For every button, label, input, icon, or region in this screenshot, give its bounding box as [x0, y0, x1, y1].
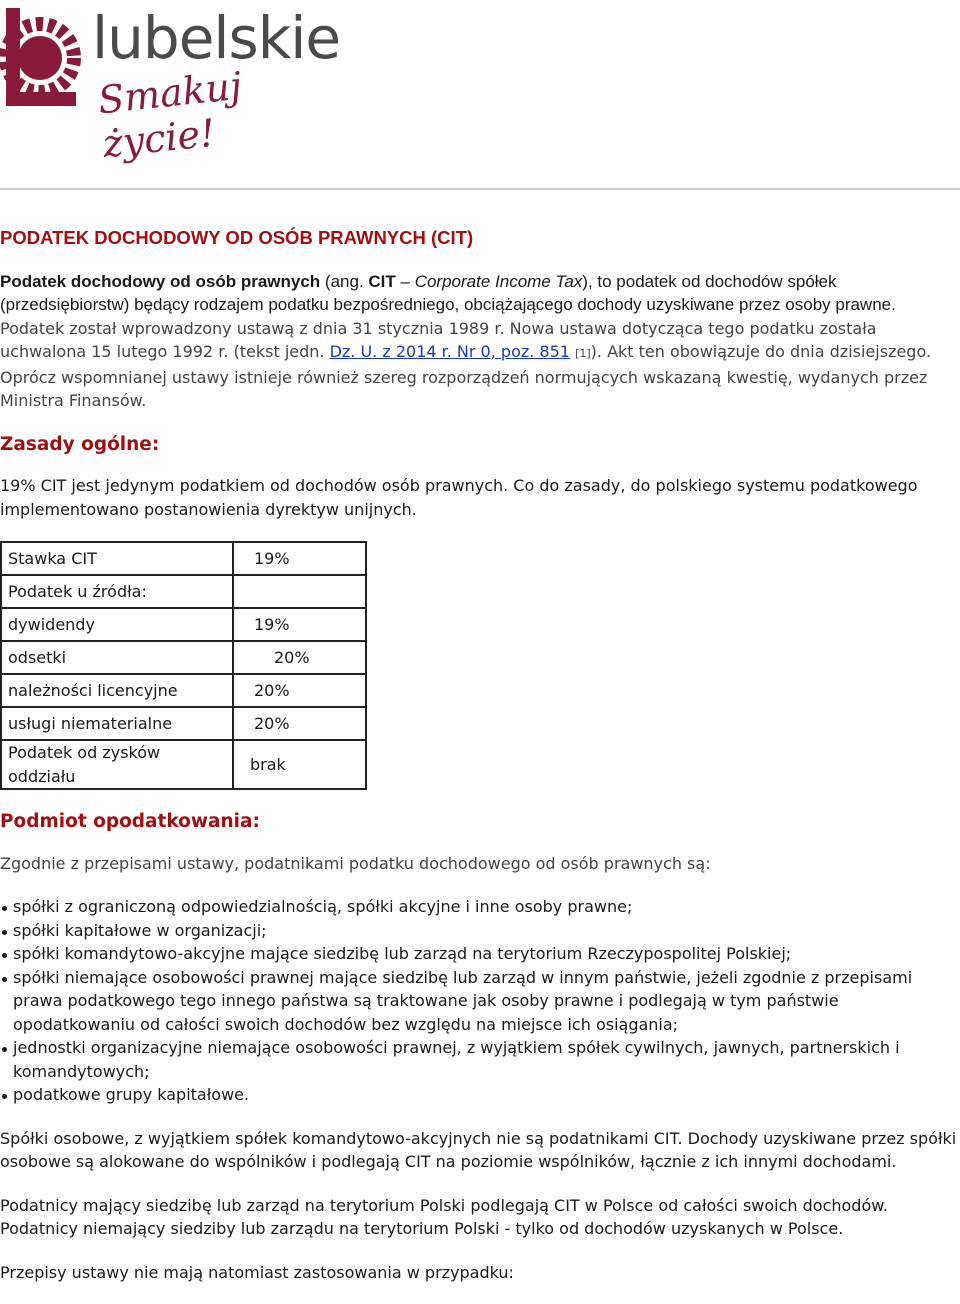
list-item: podatkowe grupy kapitałowe.	[13, 1083, 958, 1107]
intro-text-1: (ang.	[320, 271, 369, 291]
tax-rates-table	[0, 541, 367, 790]
table-row	[1, 542, 366, 575]
page-title: PODATEK DOCHODOWY OD OSÓB PRAWNYCH (CIT)	[0, 227, 474, 248]
rate-value-cell: 20%	[233, 641, 366, 674]
table-row	[1, 575, 366, 608]
intro-history: Podatek został wprowadzony ustawą z dnia 31 stycznia 1989 r. Nowa ustawa dotycząca tego podatku została uchwalona 15 lutego 1992 r. (tekst jedn.	[0, 318, 877, 361]
intro-history-end: ). Akt ten obowiązuje do dnia dzisiejszego. Oprócz wspomnianej ustawy istnieje również szereg rozporządzeń normujących wskazaną kwestię, wydanych przez Ministra Finansów.	[0, 342, 932, 410]
intro-text-2: –	[395, 271, 415, 291]
rate-label-cell: Stawka CIT	[1, 542, 233, 575]
intro-abbrev: CIT	[368, 271, 396, 291]
list-item: spółki niemające osobowości prawnej mające siedzibę lub zarząd w innym państwie, jeżeli zgodnie z przepisami prawa podatkowego tego innego państwa są traktowane jak osoby prawne i podlegają w tym państwie opodatkowaniu od całości swoich dochodów bez względu na miejsce ich osiągania;	[13, 966, 958, 1037]
list-item: spółki komandytowo-akcyjne mające siedzibę lub zarząd na terytorium Rzeczypospolitej Polskiej;	[13, 942, 958, 966]
partnerships-paragraph: Spółki osobowe, z wyjątkiem spółek komandytowo-akcyjnych nie są podatnikami CIT. Dochody uzyskiwane przez spółki osobowe są alokowane do wspólników i podlegają CIT na poziomie wspólników, łącznie z ich innymi dochodami.	[0, 1128, 957, 1171]
logo-wordmark: lubelskie	[92, 4, 341, 72]
rate-label-cell: odsetki	[1, 641, 233, 674]
taxpayers-intro: Zgodnie z przepisami ustawy, podatnikami podatku dochodowego od osób prawnych są:	[0, 853, 711, 873]
rate-value-cell: brak	[233, 740, 366, 789]
header-divider	[0, 188, 960, 190]
intro-english-term: Corporate Income Tax	[414, 271, 583, 291]
intro-text-3: ), to podatek od dochodów spółek (przedsiębiorstw) będący rodzajem podatku bezpośredniego, obciążającego dochody uzyskiwane przez osoby prawne.	[0, 271, 896, 314]
general-rules-paragraph: 19% CIT jest jedynym podatkiem od dochodów osób prawnych. Co do zasady, do polskiego systemu podatkowego implementowano postanowienia dyrektyw unijnych.	[0, 476, 918, 519]
taxpayer-list	[0, 895, 958, 1107]
table-row	[1, 740, 366, 789]
rate-label-cell: Podatek od zysków oddziału	[1, 740, 233, 789]
table-row	[1, 608, 366, 641]
cog-emblem-icon	[0, 0, 92, 120]
rate-label-cell: usługi niematerialne	[1, 707, 233, 740]
rate-label-cell: Podatek u źródła:	[1, 575, 233, 608]
rate-value-cell: 19%	[233, 608, 366, 641]
rate-value-cell	[233, 575, 366, 608]
list-item: jednostki organizacyjne niemające osobowości prawnej, z wyjątkiem spółek cywilnych, jawnych, partnerskich i komandytowych;	[13, 1036, 958, 1083]
footnote-ref[interactable]: [1]	[575, 347, 591, 360]
site-logo[interactable]	[0, 0, 341, 167]
table-row	[1, 641, 366, 674]
rate-label-cell: dywidendy	[1, 608, 233, 641]
logo-slogan: Smakuj życie!	[95, 63, 244, 167]
rate-value-cell: 19%	[233, 542, 366, 575]
list-item: spółki kapitałowe w organizacji;	[13, 919, 958, 943]
list-item: spółki z ograniczoną odpowiedzialnością, spółki akcyjne i inne osoby prawne;	[13, 895, 958, 919]
intro-term: Podatek dochodowy od osób prawnych	[0, 271, 321, 291]
intro-paragraph	[0, 270, 958, 413]
section-heading-taxpayers: Podmiot opodatkowania:	[0, 811, 260, 832]
article-content	[0, 226, 958, 1304]
section-heading-general: Zasady ogólne:	[0, 433, 160, 455]
rate-label-cell: należności licencyjne	[1, 674, 233, 707]
residence-paragraph: Podatnicy mający siedzibę lub zarząd na terytorium Polski podlegają CIT w Polsce od całości swoich dochodów. Podatnicy niemający siedziby lub zarządu na terytorium Polski - tylko od dochodów uzyskanych w Polsce.	[0, 1195, 888, 1238]
intro-definition	[0, 272, 896, 315]
rate-value-cell: 20%	[233, 707, 366, 740]
table-row	[1, 707, 366, 740]
exclusions-paragraph: Przepisy ustawy nie mają natomiast zastosowania w przypadku:	[0, 1262, 514, 1282]
law-reference-link[interactable]: Dz. U. z 2014 r. Nr 0, poz. 851	[329, 342, 570, 361]
rate-value-cell: 20%	[233, 674, 366, 707]
table-row	[1, 674, 366, 707]
